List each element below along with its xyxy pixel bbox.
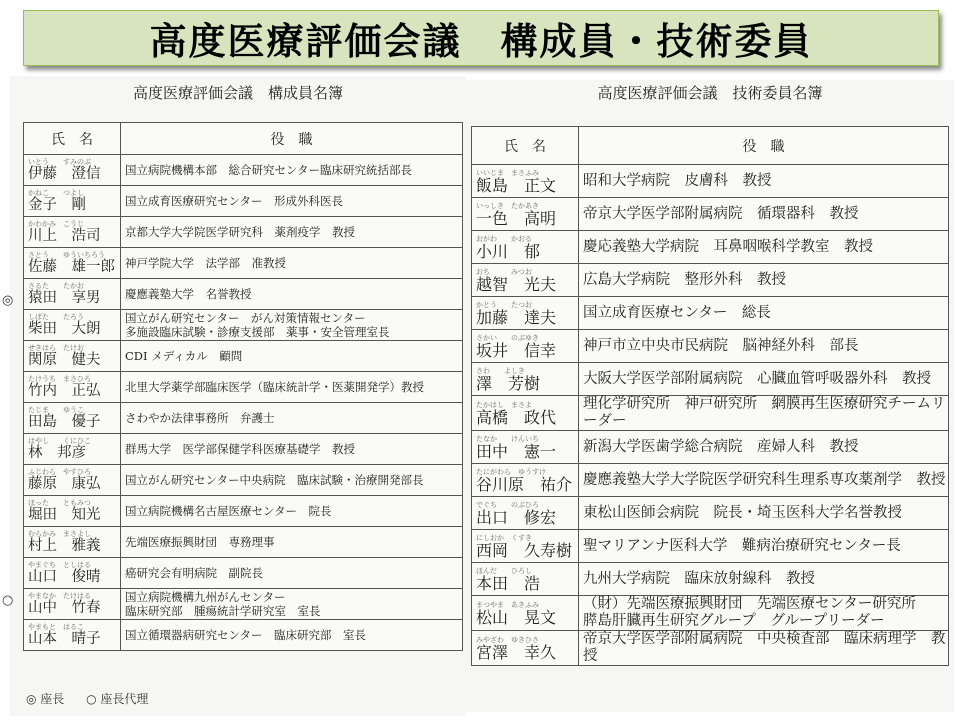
- member-name-cell: [24, 155, 121, 186]
- table-row: [24, 496, 463, 527]
- member-name-cell: [24, 620, 121, 651]
- name-reading: たなか けんいち: [476, 434, 539, 443]
- member-role-cell: [121, 372, 463, 403]
- member-name-cell: [24, 310, 121, 341]
- member-role-line: CDI メディカル 顧問: [125, 349, 243, 363]
- table-row: [472, 563, 949, 596]
- member-name-cell: [24, 496, 121, 527]
- member-name: 高橋 政代: [476, 407, 557, 427]
- member-role-cell: [121, 217, 463, 248]
- table-row: [24, 341, 463, 372]
- member-role-line: 九州大学病院 臨床放射線科 教授: [583, 570, 815, 587]
- name-reading: いっしき たかあき: [476, 201, 539, 210]
- technical-title: 高度医療評価会議 技術委員名簿: [597, 84, 823, 102]
- member-name-cell: [24, 589, 121, 620]
- member-name-cell: [24, 558, 121, 589]
- table-row: [472, 297, 949, 330]
- member-name: 林 邦彦: [28, 444, 86, 461]
- member-role-cell: [579, 363, 949, 396]
- table-row: [24, 310, 463, 341]
- member-name: 田島 優子: [28, 413, 101, 430]
- member-name-cell: [472, 530, 579, 563]
- table-row: [24, 465, 463, 496]
- member-name-cell: [472, 464, 579, 497]
- table-row: [24, 279, 463, 310]
- legend-chair: ◎ 座長: [26, 692, 65, 706]
- table-row: [472, 396, 949, 431]
- member-name: 田中 憲一: [476, 441, 557, 461]
- name-reading: たかはし まさよ: [476, 400, 532, 409]
- member-role-cell: [121, 155, 463, 186]
- member-name-cell: [472, 264, 579, 297]
- member-role-line: 帝京大学医学部附属病院 循環器科 教授: [583, 205, 859, 222]
- name-reading: たじま ゆうこ: [28, 405, 84, 414]
- member-name: 伊藤 澄信: [28, 165, 101, 182]
- name-reading: はやし くにひこ: [28, 436, 91, 445]
- member-name-cell: [24, 217, 121, 248]
- member-name-cell: [24, 341, 121, 372]
- member-name: 山中 竹春: [28, 599, 101, 616]
- member-role-cell: [579, 596, 949, 631]
- name-reading: さるた たかお: [28, 281, 84, 290]
- members-panel: [2, 76, 466, 716]
- member-role-cell: [579, 396, 949, 431]
- member-role-line: 国立成育医療研究センター 形成外科医長: [125, 194, 344, 208]
- table-row: [24, 558, 463, 589]
- name-reading: いいじま まさふみ: [476, 168, 539, 177]
- member-role-cell: [579, 530, 949, 563]
- member-role-line: 慶應義塾大学 名誉教授: [125, 287, 252, 301]
- table-row: [24, 434, 463, 465]
- table-row: [472, 231, 949, 264]
- name-reading: おち みつお: [476, 267, 532, 276]
- member-role-line: （財）先端医療振興財団 先端医療センター研究所: [583, 596, 916, 612]
- table-row: [472, 497, 949, 530]
- name-reading: まつやま あきふみ: [476, 600, 539, 609]
- member-name: 川上 浩司: [28, 227, 101, 244]
- member-role-cell: [121, 310, 463, 341]
- member-name: 西岡 久寿樹: [476, 540, 573, 560]
- name-reading: せきはら たけお: [28, 343, 84, 352]
- member-role-cell: [121, 279, 463, 310]
- member-name-cell: [24, 527, 121, 558]
- name-reading: かわかみ こうじ: [28, 219, 84, 228]
- member-name-cell: [24, 279, 121, 310]
- member-name: 佐藤 雄一郎: [28, 258, 115, 275]
- member-role-line: 癌研究会有明病院 副院長: [125, 566, 263, 580]
- member-role-cell: [121, 434, 463, 465]
- member-role-line: 新潟大学医歯学総合病院 産婦人科 教授: [583, 438, 859, 455]
- member-name: 猿田 享男: [28, 289, 101, 306]
- member-name: 宮澤 幸久: [476, 642, 557, 662]
- table-row: [24, 589, 463, 620]
- member-name: 本田 浩: [476, 573, 541, 593]
- member-role-cell: [121, 558, 463, 589]
- member-name: 関原 健夫: [28, 351, 101, 368]
- member-name: 小川 郁: [476, 241, 541, 261]
- technical-table: [471, 126, 949, 666]
- name-reading: やまぐち としはる: [28, 560, 91, 569]
- member-name: 山本 晴子: [28, 630, 101, 647]
- member-name-cell: [24, 186, 121, 217]
- members-role-header: 役 職: [121, 123, 463, 155]
- name-reading: みやざわ ゆきひさ: [476, 635, 539, 644]
- member-name: 松山 晃文: [476, 607, 557, 627]
- member-name-cell: [472, 431, 579, 464]
- member-role-line: 慶應義塾大学大学院医学研究科生理系専攻薬剤学 教授: [583, 471, 946, 488]
- member-role-line: 帝京大学医学部附属病院 中央検査部 臨床病理学 教授: [583, 631, 946, 664]
- member-role-line: 大阪大学医学部附属病院 心臓血管呼吸器外科 教授: [583, 370, 931, 387]
- member-role-cell: [579, 231, 949, 264]
- name-reading: たけうち まさひろ: [28, 374, 91, 383]
- table-row: [24, 217, 463, 248]
- member-role-line: 神戸市立中央市民病院 脳神経外科 部長: [583, 337, 859, 354]
- name-reading: いとう すみのぶ: [28, 157, 91, 166]
- table-row: [472, 431, 949, 464]
- table-row: [472, 165, 949, 198]
- member-name-cell: [24, 372, 121, 403]
- vice-chair-marker: ○: [2, 593, 14, 608]
- table-row: [24, 155, 463, 186]
- name-reading: さとう ゆういちろう: [28, 250, 105, 259]
- member-role-cell: [579, 165, 949, 198]
- members-table: [23, 122, 463, 651]
- member-role-cell: [121, 186, 463, 217]
- member-name: 山口 俊晴: [28, 568, 101, 585]
- member-name-cell: [472, 497, 579, 530]
- table-row: [24, 403, 463, 434]
- table-row: [24, 620, 463, 651]
- table-row: [472, 363, 949, 396]
- table-row: [472, 631, 949, 666]
- name-reading: おがわ かおる: [476, 234, 532, 243]
- member-role-cell: [579, 464, 949, 497]
- name-reading: やまなか たけはる: [28, 591, 91, 600]
- member-role-line: 国立病院機構名古屋医療センター 院長: [125, 504, 332, 518]
- member-role-cell: [121, 341, 463, 372]
- members-name-header: 氏 名: [24, 123, 121, 155]
- member-name: 金子 剛: [28, 196, 86, 213]
- member-name: 越智 光夫: [476, 274, 557, 294]
- member-role-cell: [121, 248, 463, 279]
- member-name-cell: [472, 563, 579, 596]
- member-name-cell: [472, 396, 579, 431]
- member-role-line: 多施設臨床試験・診療支援部 薬事・安全管理室長: [125, 325, 390, 339]
- member-role-cell: [579, 198, 949, 231]
- member-name: 出口 修宏: [476, 507, 557, 527]
- member-name-cell: [472, 631, 579, 666]
- name-reading: むらかみ まさよし: [28, 529, 91, 538]
- member-role-line: 北里大学薬学部臨床医学（臨床統計学・医薬開発学）教授: [125, 380, 424, 394]
- member-name: 柴田 大朗: [28, 320, 101, 337]
- table-row: [24, 186, 463, 217]
- member-role-line: 群馬大学 医学部保健学科医療基礎学 教授: [125, 442, 355, 456]
- technical-name-header: 氏 名: [472, 127, 579, 165]
- table-row: [24, 527, 463, 558]
- name-reading: たにがわら ゆうすけ: [476, 467, 546, 476]
- member-name: 谷川原 祐介: [476, 474, 573, 494]
- member-name: 堀田 知光: [28, 506, 101, 523]
- member-role-line: 国立がん研究センター中央病院 臨床試験・治療開発部長: [125, 473, 424, 487]
- member-name: 加藤 達夫: [476, 307, 557, 327]
- members-title: 高度医療評価会議 構成員名簿: [132, 84, 343, 102]
- member-role-cell: [121, 589, 463, 620]
- member-role-cell: [579, 563, 949, 596]
- name-reading: でぐち のぶひろ: [476, 500, 539, 509]
- member-role-cell: [121, 465, 463, 496]
- member-role-line: 慶応義塾大学病院 耳鼻咽喉科学教室 教授: [583, 238, 873, 255]
- member-role-line: 東松山医師会病院 院長・埼玉医科大学名誉教授: [583, 504, 902, 521]
- name-reading: にしおか くすき: [476, 533, 532, 542]
- member-name-cell: [24, 248, 121, 279]
- member-name: 一色 高明: [476, 208, 557, 228]
- member-name: 澤 芳樹: [476, 373, 541, 393]
- table-row: [472, 530, 949, 563]
- member-role-line: 国立病院機構本部 総合研究センター臨床研究統括部長: [125, 163, 413, 177]
- member-name-cell: [472, 363, 579, 396]
- member-role-line: 広島大学病院 整形外科 教授: [583, 271, 786, 288]
- member-role-line: 国立病院機構九州がんセンター: [125, 590, 286, 604]
- legend: [26, 690, 166, 707]
- member-role-cell: [579, 297, 949, 330]
- table-row: [472, 198, 949, 231]
- chair-marker: ◎: [2, 293, 14, 308]
- member-name: 竹内 正弘: [28, 382, 101, 399]
- member-role-cell: [579, 330, 949, 363]
- member-name: 藤原 康弘: [28, 475, 101, 492]
- table-row: [24, 372, 463, 403]
- member-role-line: 国立循環器病研究センター 臨床研究部 室長: [125, 628, 367, 642]
- member-name-cell: [472, 165, 579, 198]
- member-name-cell: [472, 297, 579, 330]
- member-role-line: 理化学研究所 神戸研究所 網膜再生医療研究チームリーダー: [583, 396, 946, 429]
- member-role-cell: [579, 264, 949, 297]
- table-row: [472, 596, 949, 631]
- name-reading: ほった ともみつ: [28, 498, 91, 507]
- member-role-line: さわやか法律事務所 弁護士: [125, 411, 275, 425]
- member-name: 坂井 信幸: [476, 340, 557, 360]
- name-reading: やまもと はるこ: [28, 622, 84, 631]
- member-name-cell: [472, 231, 579, 264]
- member-role-line: 国立成育医療センター 総長: [583, 304, 771, 321]
- table-row: [24, 248, 463, 279]
- member-name-cell: [472, 596, 579, 631]
- member-role-line: 臨床研究部 腫瘍統計学研究室 室長: [125, 604, 321, 618]
- member-role-line: 膵島肝臓再生研究グループ グループリーダー: [583, 613, 885, 629]
- table-row: [472, 330, 949, 363]
- name-reading: ほんだ ひろし: [476, 566, 532, 575]
- technical-panel: [466, 80, 954, 712]
- table-row: [472, 264, 949, 297]
- name-reading: ふじわら やすひろ: [28, 467, 91, 476]
- member-name-cell: [472, 198, 579, 231]
- name-reading: かねこ つよし: [28, 188, 84, 197]
- member-role-line: 京都大学大学院医学研究科 薬剤疫学 教授: [125, 225, 355, 239]
- member-role-line: 昭和大学病院 皮膚科 教授: [583, 172, 772, 189]
- member-name: 飯島 正文: [476, 175, 557, 195]
- legend-vice-chair: ○ 座長代理: [86, 692, 149, 706]
- name-reading: さわ よしき: [476, 366, 525, 375]
- page-title: 高度医療評価会議 構成員・技術委員: [23, 10, 939, 66]
- name-reading: さかい のぶゆき: [476, 333, 539, 342]
- member-role-cell: [579, 631, 949, 666]
- member-role-line: 国立がん研究センター がん対策情報センター: [125, 311, 366, 325]
- member-role-line: 聖マリアンナ医科大学 難病治療研究センター長: [583, 537, 901, 554]
- member-name-cell: [24, 465, 121, 496]
- table-row: [472, 464, 949, 497]
- member-role-cell: [121, 403, 463, 434]
- member-name-cell: [472, 330, 579, 363]
- member-role-cell: [579, 497, 949, 530]
- member-role-cell: [121, 496, 463, 527]
- member-role-cell: [121, 527, 463, 558]
- member-role-line: 神戸学院大学 法学部 准教授: [125, 256, 286, 270]
- member-role-cell: [121, 620, 463, 651]
- member-role-line: 先端医療振興財団 専務理事: [125, 535, 275, 549]
- name-reading: かとう たつお: [476, 300, 532, 309]
- member-name: 村上 雅義: [28, 537, 101, 554]
- member-name-cell: [24, 403, 121, 434]
- name-reading: しばた たろう: [28, 312, 84, 321]
- member-role-cell: [579, 431, 949, 464]
- member-name-cell: [24, 434, 121, 465]
- technical-role-header: 役 職: [579, 127, 949, 165]
